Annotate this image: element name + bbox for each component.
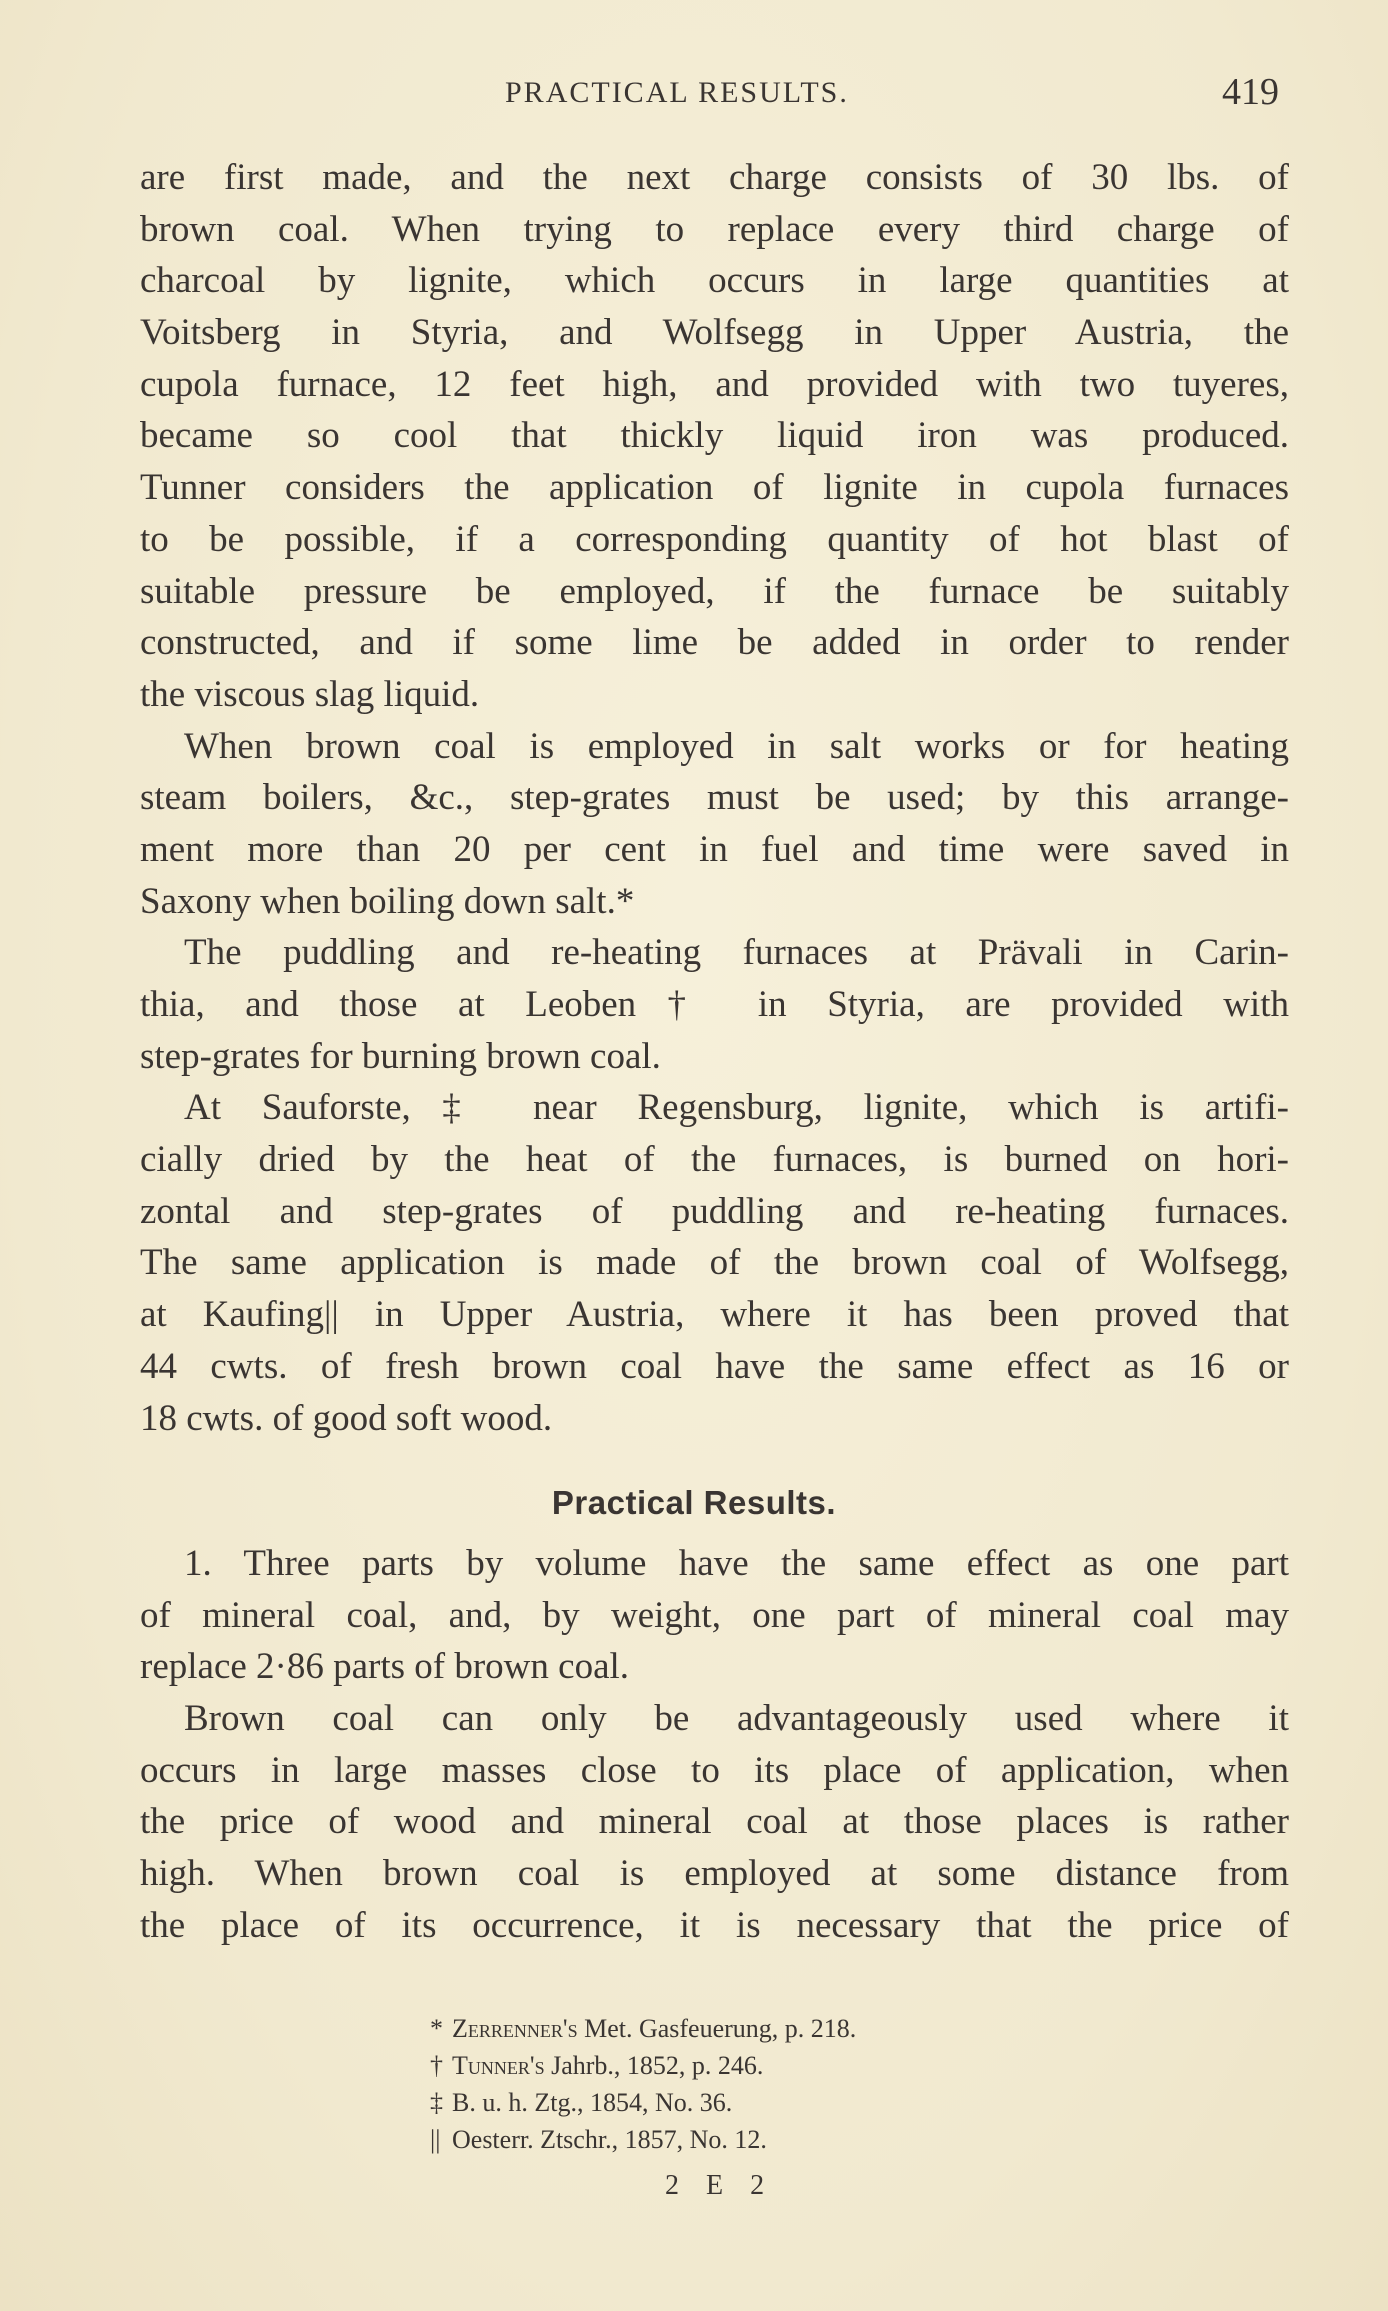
text-line: charcoal by lignite, which occurs in large quantities at xyxy=(140,260,1289,302)
footnote xyxy=(430,2121,856,2158)
text-line: 44 cwts. of fresh brown coal have the same effect as 16 or xyxy=(140,1345,1289,1387)
text-line: At Sauforste,‡ near Regensburg, lignite, which is artifi- xyxy=(184,1087,1289,1129)
text-line: zontal and step-grates of puddling and re-heating furnaces. xyxy=(140,1190,1289,1232)
footnote-mark: ‡ xyxy=(430,2088,443,2117)
text-line: of mineral coal, and, by weight, one part of mineral coal may xyxy=(140,1594,1289,1636)
text-line: cially dried by the heat of the furnaces, is burned on hori- xyxy=(140,1139,1289,1181)
text-line: the place of its occurrence, it is necessary that the price of xyxy=(140,1904,1289,1946)
footnote-mark: † xyxy=(430,2051,443,2080)
footnote-author: Zerrenner's xyxy=(452,2014,578,2043)
text-line: constructed, and if some lime be added in order to render xyxy=(140,622,1289,664)
text-line: When brown coal is employed in salt works or for heating xyxy=(184,725,1289,767)
footnote-text: Met. Gasfeuerung, p. 218. xyxy=(577,2014,857,2043)
text-line: became so cool that thickly liquid iron was produced. xyxy=(140,415,1289,457)
text-line: Saxony when boiling down salt.* xyxy=(140,880,635,922)
text-line: to be possible, if a corresponding quantity of hot blast of xyxy=(140,518,1289,560)
text-line: cupola furnace, 12 feet high, and provided with two tuyeres, xyxy=(140,363,1289,405)
text-line: 1. Three parts by volume have the same effect as one part xyxy=(184,1543,1289,1584)
text-line: Tunner considers the application of lignite in cupola furnaces xyxy=(140,467,1289,509)
page-number: 419 xyxy=(1222,71,1279,113)
footnote-mark: || xyxy=(430,2125,441,2154)
text-line: the viscous slag liquid. xyxy=(140,673,480,715)
footnote-mark: * xyxy=(430,2014,443,2043)
text-line: The same application is made of the brown coal of Wolfsegg, xyxy=(140,1242,1289,1284)
body-text-block-2 xyxy=(140,1538,1289,1952)
body-text-block-1 xyxy=(140,152,1289,1444)
text-line: steam boilers, &c., step-grates must be used; by this arrange- xyxy=(140,777,1289,819)
text-line: thia, and those at Leoben† in Styria, are provided with xyxy=(140,984,1289,1025)
text-line: Brown coal can only be advantageously used where it xyxy=(184,1698,1289,1740)
text-line: replace 2·86 parts of brown coal. xyxy=(140,1646,630,1688)
footnote xyxy=(430,2010,856,2047)
text-line: step-grates for burning brown coal. xyxy=(140,1035,661,1077)
footnote xyxy=(430,2084,856,2121)
text-line: The puddling and re-heating furnaces at Prävali in Carin- xyxy=(184,932,1289,974)
footnotes xyxy=(430,2010,856,2158)
footnote-text: Jahrb., 1852, p. 246. xyxy=(544,2051,764,2080)
running-title: PRACTICAL RESULTS. xyxy=(505,76,849,109)
text-line: high. When brown coal is employed at some distance from xyxy=(140,1853,1289,1895)
text-line: 18 cwts. of good soft wood. xyxy=(140,1397,553,1439)
section-heading: Practical Results. xyxy=(551,1484,837,1521)
text-line: suitable pressure be employed, if the furnace be suitably xyxy=(140,570,1289,612)
footnote-text: Oesterr. Ztschr., 1857, No. 12. xyxy=(452,2125,767,2154)
text-line: Voitsberg in Styria, and Wolfsegg in Upper Austria, the xyxy=(140,312,1289,354)
signature-mark: 2 E 2 xyxy=(665,2170,775,2201)
footnote-text: B. u. h. Ztg., 1854, No. 36. xyxy=(452,2088,733,2117)
footnote xyxy=(430,2047,856,2084)
text-line: are first made, and the next charge consists of 30 lbs. of xyxy=(140,157,1289,198)
text-line: ment more than 20 per cent in fuel and time were saved in xyxy=(140,828,1289,870)
text-line: the price of wood and mineral coal at those places is rather xyxy=(140,1801,1289,1843)
footnote-author: Tunner's xyxy=(452,2051,545,2080)
text-line: occurs in large masses close to its place of application, when xyxy=(140,1749,1289,1791)
text-line: at Kaufing|| in Upper Austria, where it has been proved that xyxy=(140,1294,1289,1336)
text-line: brown coal. When trying to replace every third charge of xyxy=(140,208,1289,250)
